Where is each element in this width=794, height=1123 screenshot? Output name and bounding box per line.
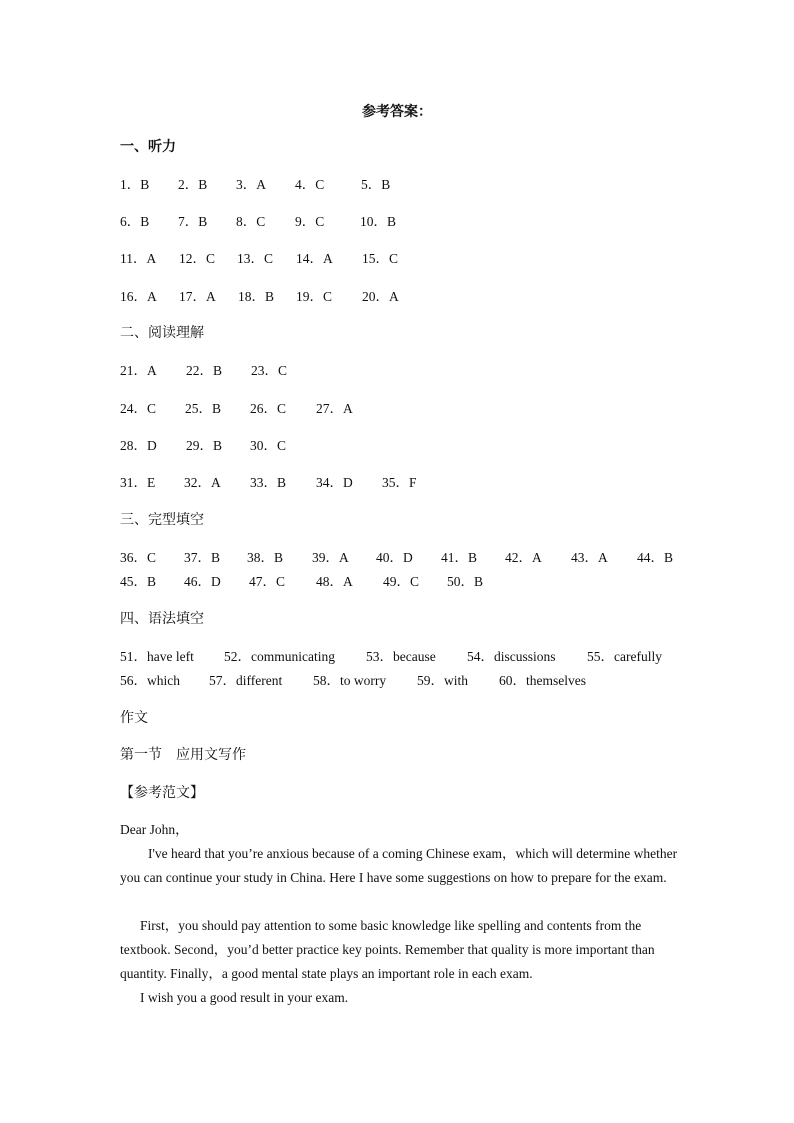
section-heading-listening: 一、听力 [120,140,176,155]
answer-item: 6．B [120,214,150,229]
answer-item: 24．C [120,401,157,416]
answer-item: 33．B [250,475,287,490]
sample-essay-label: 【参考范文】 [120,786,204,801]
answer-item: 25．B [185,401,222,416]
answer-item: 43．A [571,550,608,565]
letter-salutation: Dear John， [120,822,189,837]
letter-paragraph: I've heard that you’re anxious because of a coming Chinese exam，which will determine whether you can continue your study in China. Here I have some suggestions on how to prepare for the exam. [120,846,678,885]
answer-item: 41．B [441,550,478,565]
answer-item: 15．C [362,251,399,266]
answer-item: 46．D [184,574,221,589]
letter-paragraph: First，you should pay attention to some basic knowledge like spelling and contents from the textbook. Second，you’d better practice key points. Remember that quality is more important than quantity. Finally，a good mental state plays an important role in each exam. [120,918,655,981]
answer-item: 4．C [295,177,325,192]
answer-item: 52．communicating [224,649,335,664]
answer-item: 58．to worry [313,673,387,688]
section-heading-cloze: 三、完型填空 [120,513,204,528]
answer-item: 32．A [184,475,221,490]
answer-item: 21．A [120,363,157,378]
answer-item: 9．C [295,214,325,229]
answer-item: 23．C [251,363,288,378]
answer-item: 34．D [316,475,353,490]
answer-item: 19．C [296,289,333,304]
answer-item: 7．B [178,214,208,229]
answer-item: 1．B [120,177,150,192]
writing-subheading: 第一节 应用文写作 [120,748,246,763]
answer-item: 29．B [186,438,223,453]
answer-item: 55．carefully [587,649,662,664]
answer-item: 57．different [209,673,283,688]
answer-item: 48．A [316,574,353,589]
answer-item: 49．C [383,574,420,589]
answer-item: 27．A [316,401,353,416]
answer-item: 14．A [296,251,333,266]
answer-item: 20．A [362,289,399,304]
answer-item: 39．A [312,550,349,565]
answer-item: 38．B [247,550,284,565]
answer-item: 42．A [505,550,542,565]
answer-item: 40．D [376,550,413,565]
answer-item: 35．F [382,475,417,490]
answer-item: 53．because [366,649,436,664]
answer-item: 28．D [120,438,157,453]
answer-item: 22．B [186,363,223,378]
answer-item: 10．B [360,214,397,229]
answer-item: 54．discussions [467,649,556,664]
answer-item: 16．A [120,289,157,304]
answer-item: 47．C [249,574,286,589]
section-heading-reading: 二、阅读理解 [120,326,204,341]
answer-item: 3．A [236,177,266,192]
answer-item: 37．B [184,550,221,565]
answer-item: 5．B [361,177,391,192]
answer-item: 45．B [120,574,157,589]
answer-item: 44．B [637,550,674,565]
answer-item: 51．have left [120,649,194,664]
answer-item: 36．C [120,550,157,565]
answer-item: 18．B [238,289,275,304]
answer-item: 30．C [250,438,287,453]
answer-item: 60．themselves [499,673,586,688]
answer-item: 26．C [250,401,287,416]
section-heading-grammar: 四、语法填空 [120,612,204,627]
answer-item: 17．A [179,289,216,304]
answer-item: 13．C [237,251,274,266]
letter-paragraph: I wish you a good result in your exam. [140,990,349,1005]
answer-item: 12．C [179,251,216,266]
answer-item: 59．with [417,673,469,688]
answer-item: 50．B [447,574,484,589]
answer-item: 8．C [236,214,266,229]
page-title: 参考答案： [362,105,432,120]
answer-item: 31．E [120,475,156,490]
answer-item: 56．which [120,673,180,688]
section-heading-writing: 作文 [120,711,148,726]
answer-item: 11．A [120,251,157,266]
answer-item: 2．B [178,177,208,192]
